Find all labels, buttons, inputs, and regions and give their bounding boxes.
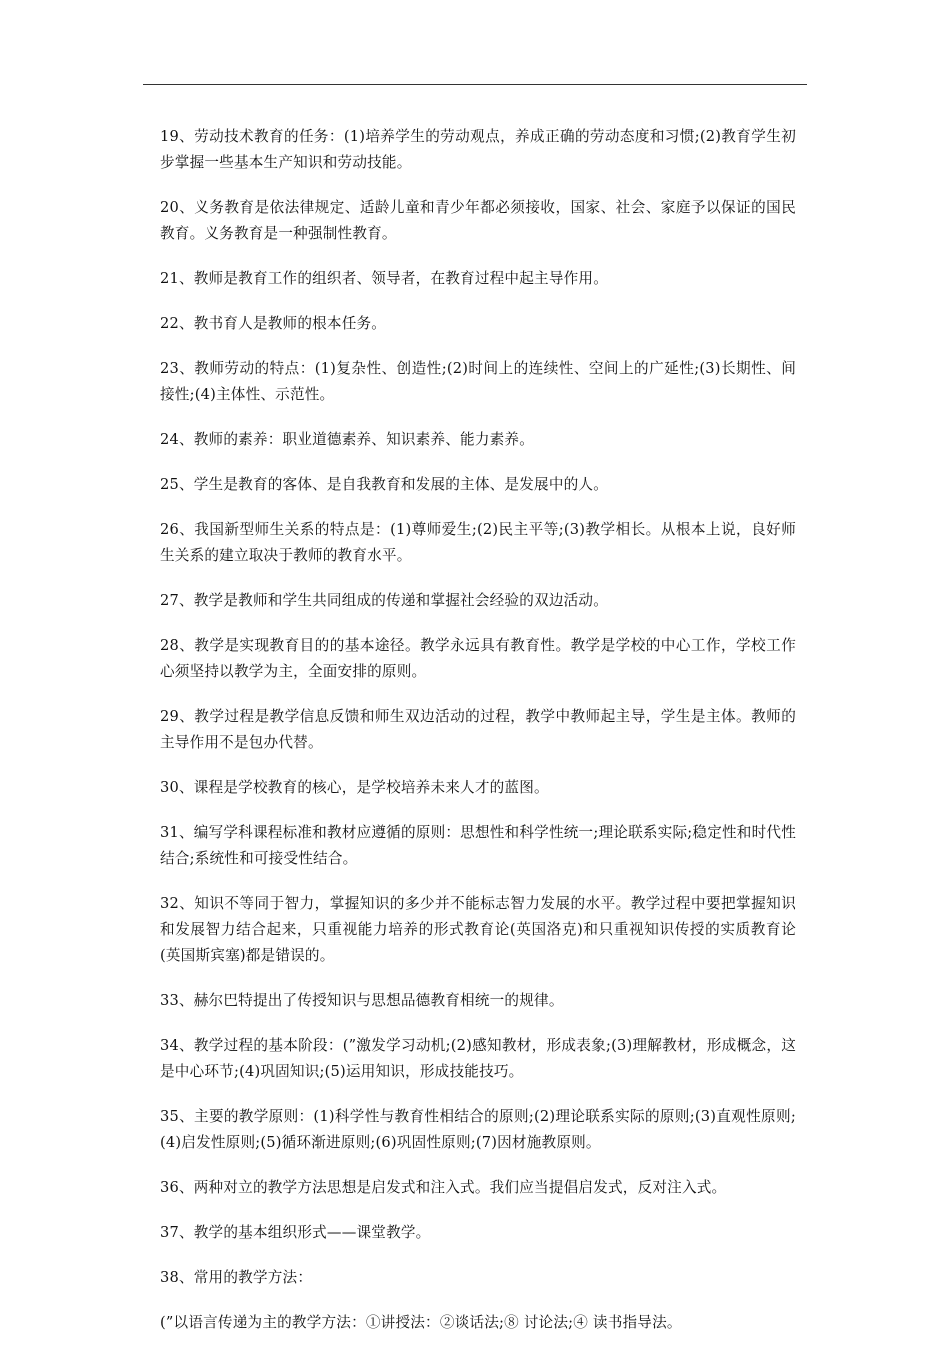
paragraph-29: 29、教学过程是教学信息反馈和师生双边活动的过程，教学中教师起主导，学生是主体。教师的主导作用不是包办代替。: [160, 708, 796, 751]
paragraph-23: 23、教师劳动的特点：(1)复杂性、创造性;(2)时间上的连续性、空间上的广延性;(3)长期性、间接性;(4)主体性、示范性。: [160, 360, 796, 403]
paragraph-19: 19、劳动技术教育的任务：(1)培养学生的劳动观点，养成正确的劳动态度和习惯;(2)教育学生初步掌握一些基本生产知识和劳动技能。: [160, 128, 796, 171]
paragraph-31: 31、编写学科课程标准和教材应遵循的原则：思想性和科学性统一;理论联系实际;稳定性和时代性结合;系统性和可接受性结合。: [160, 824, 796, 867]
paragraph-26: 26、我国新型师生关系的特点是：(1)尊师爱生;(2)民主平等;(3)教学相长。从根本上说，良好师生关系的建立取决于教师的教育水平。: [160, 521, 796, 564]
paragraph-36: 36、两种对立的教学方法思想是启发式和注入式。我们应当提倡启发式，反对注入式。: [160, 1179, 727, 1196]
paragraph-37: 37、教学的基本组织形式——课堂教学。: [160, 1224, 431, 1241]
paragraph-24: 24、教师的素养：职业道德素养、知识素养、能力素养。: [160, 431, 535, 448]
paragraph-34: 34、教学过程的基本阶段：(”激发学习动机;(2)感知教材，形成表象;(3)理解教材，形成概念，这是中心环节;(4)巩固知识;(5)运用知识，形成技能技巧。: [160, 1037, 796, 1080]
document-body: [160, 124, 796, 1355]
header-rule: [143, 84, 807, 85]
paragraph-32: 32、知识不等同于智力，掌握知识的多少并不能标志智力发展的水平。教学过程中要把掌握知识和发展智力结合起来，只重视能力培养的形式教育论(英国洛克)和只重视知识传授的实质教育论(英国斯宾塞)都是错误的。: [160, 895, 796, 964]
paragraph-20: 20、义务教育是依法律规定、适龄儿童和青少年都必须接收，国家、社会、家庭予以保证的国民教育。义务教育是一种强制性教育。: [160, 199, 796, 242]
paragraph-28: 28、教学是实现教育目的的基本途径。教学永远具有教育性。教学是学校的中心工作，学校工作心须坚持以教学为主，全面安排的原则。: [160, 637, 796, 680]
paragraph-38: 38、常用的教学方法：: [160, 1269, 313, 1286]
paragraph-30: 30、课程是学校教育的核心，是学校培养未来人才的蓝图。: [160, 779, 549, 796]
paragraph-25: 25、学生是教育的客体、是自我教育和发展的主体、是发展中的人。: [160, 476, 608, 493]
paragraph-38-sub-1: (”以语言传递为主的教学方法：①讲授法：②谈话法;⑧ 讨论法;④ 读书指导法。: [160, 1314, 682, 1331]
paragraph-35: 35、主要的教学原则：(1)科学性与教育性相结合的原则;(2)理论联系实际的原则;(3)直观性原则;(4)启发性原则;(5)循环渐进原则;(6)巩固性原则;(7)因材施教原则。: [160, 1108, 796, 1151]
paragraph-22: 22、教书育人是教师的根本任务。: [160, 315, 387, 332]
paragraph-33: 33、赫尔巴特提出了传授知识与思想品德教育相统一的规律。: [160, 992, 564, 1009]
paragraph-27: 27、教学是教师和学生共同组成的传递和掌握社会经验的双边活动。: [160, 592, 608, 609]
paragraph-21: 21、教师是教育工作的组织者、领导者，在教育过程中起主导作用。: [160, 270, 608, 287]
